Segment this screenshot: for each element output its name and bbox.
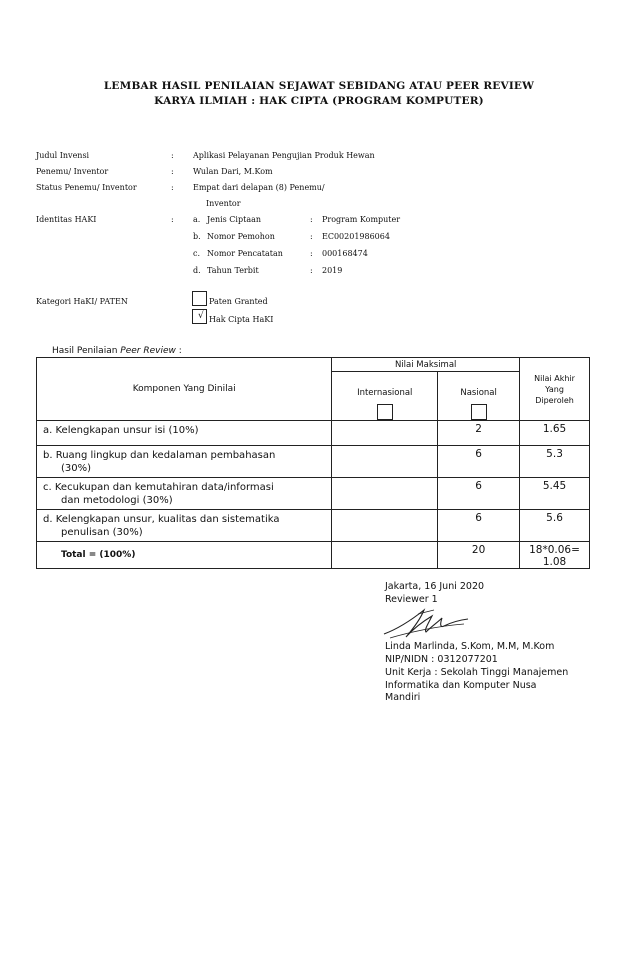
colon: :	[310, 232, 313, 241]
review-caption: Hasil Penilaian Peer Review :	[52, 346, 182, 356]
place-date: Jakarta, 16 Juni 2020	[385, 581, 485, 592]
table-row	[37, 446, 590, 478]
col-national-header: Nasional	[438, 372, 520, 421]
reviewer-nip: NIP/NIDN : 0312077201	[385, 654, 498, 665]
col-component-header: Komponen Yang Dinilai	[37, 358, 332, 421]
identitas-item-label: Tahun Terbit	[207, 266, 259, 275]
table-row	[37, 510, 590, 542]
col-final-header: Nilai Akhir Yang Diperoleh	[520, 358, 590, 421]
judul-value: Aplikasi Pelayanan Pengujian Produk Hewan	[193, 151, 375, 160]
international-total	[332, 542, 438, 569]
hak-cipta-checkbox[interactable]	[192, 309, 207, 324]
review-table	[36, 357, 590, 569]
status-label: Status Penemu/ Inventor	[36, 183, 137, 192]
unit-line-2: Informatika dan Komputer Nusa	[385, 680, 537, 691]
identitas-item-label: Nomor Pemohon	[207, 232, 275, 241]
identitas-item-value: EC00201986064	[322, 232, 390, 241]
identitas-label: Identitas HAKI	[36, 215, 97, 224]
hak-cipta-label: Hak Cipta HaKI	[209, 315, 274, 324]
col-max-header: Nilai Maksimal	[332, 358, 520, 372]
status-value-line-1: Empat dari delapan (8) Penemu/	[193, 183, 325, 192]
international-value	[332, 510, 438, 542]
paten-granted-checkbox[interactable]	[192, 291, 207, 306]
national-value: 6	[438, 510, 520, 542]
criterion-cell: a. Kelengkapan unsur isi (10%)	[37, 421, 332, 446]
international-checkbox[interactable]	[377, 404, 393, 420]
final-value: 5.6	[520, 510, 590, 542]
identitas-letter: a.	[193, 215, 201, 224]
colon: :	[171, 167, 174, 176]
reviewer-name: Linda Marlinda, S.Kom, M.M, M.Kom	[385, 641, 555, 652]
identitas-letter: c.	[193, 249, 201, 258]
criterion-cell: d. Kelengkapan unsur, kualitas dan sistematika penulisan (30%)	[37, 510, 332, 542]
final-value: 5.3	[520, 446, 590, 478]
colon: :	[171, 215, 174, 224]
identitas-letter: d.	[193, 266, 201, 275]
colon: :	[171, 183, 174, 192]
reviewer-role: Reviewer 1	[385, 594, 438, 605]
judul-label: Judul Invensi	[36, 151, 90, 160]
table-row	[37, 478, 590, 510]
criterion-cell: c. Kecukupan dan kemutahiran data/informasi dan metodologi (30%)	[37, 478, 332, 510]
colon: :	[171, 151, 174, 160]
identitas-item-value: Program Komputer	[322, 215, 401, 224]
identitas-item-label: Nomor Pencatatan	[207, 249, 283, 258]
signature-image	[380, 604, 472, 642]
identitas-letter: b.	[193, 232, 201, 241]
colon: :	[310, 215, 313, 224]
final-value: 5.45	[520, 478, 590, 510]
final-value: 1.65	[520, 421, 590, 446]
identitas-item-value: 000168474	[322, 249, 368, 258]
international-value	[332, 421, 438, 446]
unit-line-3: Mandiri	[385, 692, 421, 703]
penemu-value: Wulan Dari, M.Kom	[193, 167, 273, 176]
check-mark-icon: √	[198, 311, 204, 321]
status-value-line-2: Inventor	[206, 199, 241, 208]
total-row	[37, 542, 590, 569]
kategori-label: Kategori HaKI/ PATEN	[36, 297, 128, 306]
penemu-label: Penemu/ Inventor	[36, 167, 109, 176]
national-value: 6	[438, 446, 520, 478]
international-value	[332, 446, 438, 478]
total-label: Total = (100%)	[37, 542, 332, 569]
criterion-cell: b. Ruang lingkup dan kedalaman pembahasan (30%)	[37, 446, 332, 478]
title-line-1: LEMBAR HASIL PENILAIAN SEJAWAT SEBIDANG ATAU PEER REVIEW	[103, 80, 535, 92]
colon: :	[310, 266, 313, 275]
national-value: 6	[438, 478, 520, 510]
identitas-item-value: 2019	[322, 266, 343, 275]
national-value: 2	[438, 421, 520, 446]
unit-line-1: Unit Kerja : Sekolah Tinggi Manajemen	[385, 667, 569, 678]
title-line-2: KARYA ILMIAH : HAK CIPTA (PROGRAM KOMPUTER)	[154, 95, 484, 107]
colon: :	[310, 249, 313, 258]
international-value	[332, 478, 438, 510]
col-international-header: Internasional	[332, 372, 438, 421]
paten-granted-label: Paten Granted	[209, 297, 268, 306]
final-total: 18*0.06= 1.08	[520, 542, 590, 569]
national-checkbox[interactable]	[471, 404, 487, 420]
table-row	[37, 421, 590, 446]
national-total: 20	[438, 542, 520, 569]
identitas-item-label: Jenis Ciptaan	[207, 215, 262, 224]
